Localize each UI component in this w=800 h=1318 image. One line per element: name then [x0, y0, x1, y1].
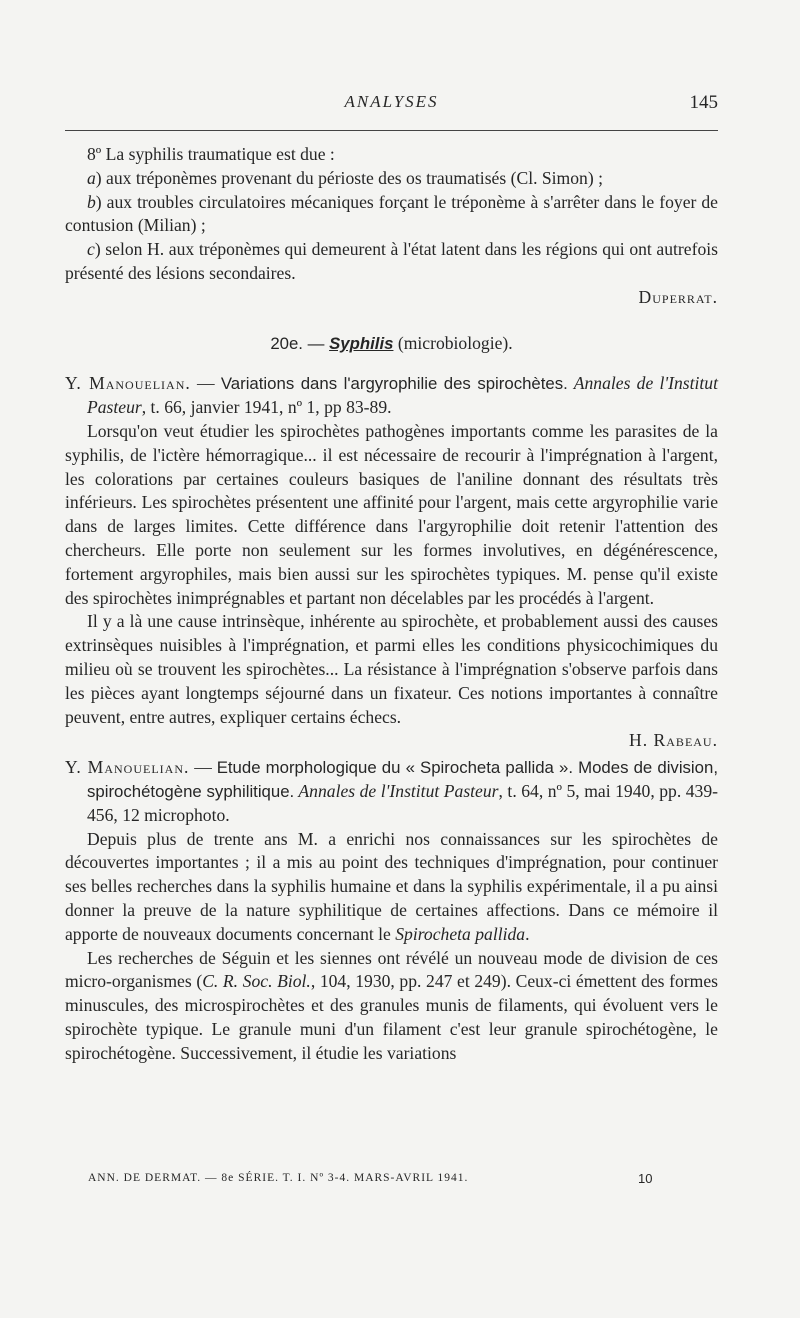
- section-subtitle: (microbiologie).: [393, 332, 513, 353]
- abstract-text: , 104, 1930, pp. 247 et 249). Ceux-ci émettent des formes minuscules, des microspirochètes et des granules munis de filaments, qui évoluent vers le spirochète typique. Le granule muni d'un filament c'est leur granule spirochétogène, le spirochétogène. Successivement, il étudie les variations: [65, 971, 718, 1063]
- abstract-text: Depuis plus de trente ans M. a enrichi nos connaissances sur les spirochètes de découvertes importantes ; il a mis au point des techniques d'imprégnation, pour continuer ses belles recherches dans la syphilis humaine et dans la syphilis expérimentale, il a pu ainsi donner la preuve de la nature syphilitique de certaines affections. Dans ce mémoire il apporte de nouveaux documents concernant le: [65, 828, 718, 944]
- abstract-text: .: [525, 923, 530, 944]
- paragraph: 8º La syphilis traumatique est due :: [87, 144, 335, 164]
- reference-journal: Annales de l'Institut Pasteur: [87, 373, 718, 418]
- list-item-text: ) aux tréponèmes provenant du périoste des os traumatisés (Cl. Simon) ;: [95, 167, 603, 188]
- reference-title: Variations dans l'argyrophilie des spirochètes.: [220, 374, 568, 394]
- list-marker: c: [87, 239, 95, 260]
- list-item-text: ) selon H. aux tréponèmes qui demeurent à l'état latent dans les régions qui ont autrefois présenté des lésions secondaires.: [65, 239, 718, 283]
- abstract-paragraph: [65, 947, 718, 1066]
- sheet-number: 10: [638, 1171, 653, 1186]
- reference-author: Y. Manouelian.: [65, 757, 190, 778]
- reference-details: , t. 66, janvier 1941, nº 1, pp 83-89.: [141, 397, 392, 418]
- reference: [65, 372, 718, 420]
- abstract-paragraph: Lorsqu'on veut étudier les spirochètes pathogènes importants comme les parasites de la syphilis, de l'ictère hémorragique... il est nécessaire de recourir à l'imprégnation à l'argent, les colorations par certaines couleurs basiques de l'aniline donnant des résultats très inférieurs. Les spirochètes présentent une affinité pour l'argent, mais cette argyrophilie varie dans de larges limites. Cette différence dans l'argyrophilie doit retenir l'attention des chercheurs. Elle porte non seulement sur les formes involutives, en dégénérescence, fortement argyrophiles, mais bien aussi sur les spirochètes typiques. M. pense qu'il existe des spirochètes inimprégnables et partant non décelables par les procédés à l'argent.: [65, 420, 718, 608]
- list-marker: a: [87, 167, 96, 188]
- list-item-text: ) aux troubles circulatoires mécaniques forçant le tréponème à s'arrêter dans le foyer de contusion (Milian) ;: [65, 191, 718, 236]
- header-rule: [65, 130, 718, 131]
- page-header: [65, 92, 718, 116]
- reference-dash: —: [189, 757, 217, 778]
- citation: C. R. Soc. Biol.: [202, 971, 311, 992]
- signature: [65, 729, 718, 753]
- list-item: [65, 167, 718, 191]
- reference-journal: Annales de l'Institut Pasteur: [294, 780, 499, 801]
- section-heading: [65, 332, 718, 356]
- reference-details: , t. 64, nº 5, mai 1940, pp. 439-456, 12 microphoto.: [87, 780, 718, 825]
- list-item: [65, 191, 718, 239]
- section-title: Syphilis: [329, 333, 394, 353]
- reference-author: Y. Manouelian.: [65, 373, 191, 394]
- list-marker: b: [87, 191, 96, 212]
- species-name: Spirocheta pallida: [395, 923, 526, 944]
- running-title: ANALYSES: [344, 92, 439, 111]
- signature-text: H. Rabeau.: [629, 730, 718, 751]
- page-number: 145: [689, 92, 718, 113]
- main-text: [65, 143, 718, 1065]
- abstract-paragraph: [65, 828, 718, 947]
- section-number: 20e. —: [270, 333, 330, 353]
- abstract-text: Les recherches de Séguin et les siennes ont révélé un nouveau mode de division de ces micro-organismes (: [65, 947, 718, 992]
- signature-text: Duperrat.: [638, 286, 718, 307]
- reference-dash: —: [190, 373, 221, 394]
- list-item: [65, 238, 718, 286]
- signature: [65, 286, 718, 310]
- reference-title: Etude morphologique du « Spirocheta pallida ». Modes de division, spirochétogène syphilitique.: [87, 758, 718, 801]
- reference: [65, 756, 718, 827]
- abstract-paragraph: Il y a là une cause intrinsèque, inhérente au spirochète, et probablement aussi des causes extrinsèques nuisibles à l'imprégnation, et parmi elles les conditions physicochimiques du milieu où se trouvent les spirochètes... La résistance à l'imprégnation s'observe parfois dans les pièces ayant longtemps séjourné dans un fixateur. Ces notions importantes à connaître peuvent, entre autres, expliquer certains échecs.: [65, 611, 718, 727]
- page-footer: ANN. DE DERMAT. — 8e SÉRIE. T. I. Nº 3-4. MARS-AVRIL 1941.: [88, 1172, 469, 1184]
